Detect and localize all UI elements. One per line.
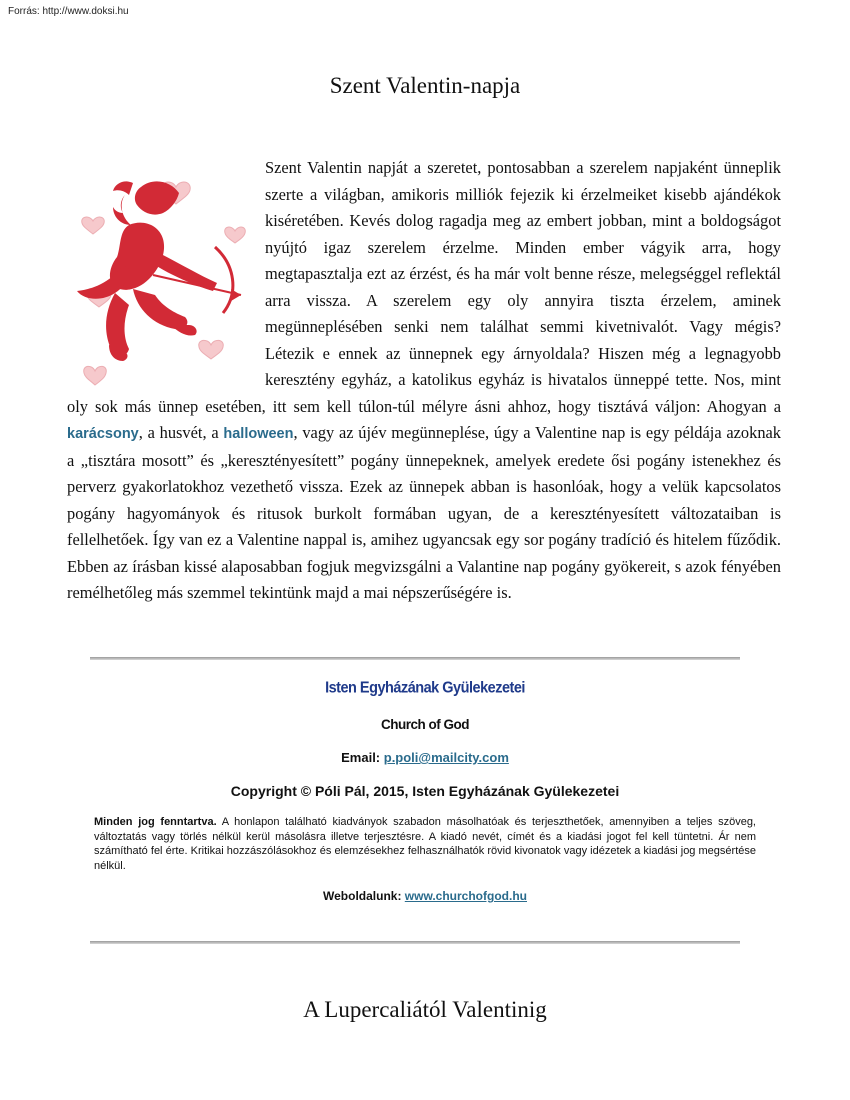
heart-icon xyxy=(84,366,107,385)
page-title: Szent Valentin-napja xyxy=(329,73,521,98)
website-link[interactable]: www.churchofgod.hu xyxy=(404,889,527,903)
link-halloween[interactable]: halloween xyxy=(223,426,294,442)
heart-icon xyxy=(199,340,223,359)
section-heading: A Lupercaliától Valentinig xyxy=(303,997,547,1022)
church-name: Church of God xyxy=(381,717,469,732)
intro-section xyxy=(67,155,781,607)
divider-top xyxy=(90,657,740,660)
heart-icon xyxy=(82,217,105,234)
cupid-with-bow-and-hearts-icon xyxy=(63,155,259,393)
email-line: Email: p.poli@mailcity.com xyxy=(341,750,509,765)
org-name: Isten Egyházának Gyülekezetei xyxy=(325,679,525,697)
divider-bottom xyxy=(90,941,740,944)
heart-icon xyxy=(225,227,246,243)
source-note: Forrás: http://www.doksi.hu xyxy=(8,6,129,17)
website-line: Weboldalunk: www.churchofgod.hu xyxy=(323,889,527,903)
publisher-footer xyxy=(90,680,760,903)
link-karacsony[interactable]: karácsony xyxy=(67,426,139,442)
intro-paragraph: Szent Valentin napját a szeretet, pontosabban a szerelem napjaként ünneplik szerte a világban, amikoris milliók fejezik ki érzelmeiket kisebb ajándékok kiséretében. Kevés dolog ragadja meg az embert jobban, mint a boldogságot nyújtó igaz szerelem érzelme. Minden ember vágyik arra, hogy megtapasztalja ezt az érzést, és ha már volt benne része, melegséggel reflektál arra vissza. A szerelem egy oly annyira tiszta érzelem, aminek megünneplésében senki nem találhat semmi kivetnivalót. Vagy mégis? Létezik e ennek az ünnepnek egy árnyoldala? Hiszen még a legnagyobb keresztény egyház, a katolikus egyház is hivatalos ünneppé tette. Nos, mint oly sok más ünnep esetében, itt sem kell túlon-túl mélyre ásni ahhoz, hogy tisztává váljon: Ahogyan a karácsony, a husvét, a halloween, vagy az újév megünneplése, úgy a Valentine nap is egy példája azoknak a „tisztára mosott” és „keresztényesített” pogány ünnepeknek, amelyek eredete ősi pogány istenekhez és perverz gyakorlatokhoz vezethető vissza. Ezek az ünnepek abban is hasonlóak, hogy a velük kapcsolatos pogány hagyományok és ritusok burkolt formában ugyan, de a keresztényesített változataiban is fellelhetőek. Így van ez a Valentine nappal is, amihez ugyancsak egy sor pogány tradíció és hitelem fűződik. Ebben az írásban kissé alaposabban fogjuk megvizsgálni a Valantine nap pogány gyökereit, s azok fényében remélhetőleg más szemmel tekintünk majd a mai népszerűségére is. xyxy=(67,158,781,602)
rights-notice: Minden jog fenntartva. A honlapon található kiadványok szabadon másolhatóak és terjeszthetőek, amennyiben a teljes szöveg, változtatás vagy törlés nélkül kerül másolásra illetve terjesztésre. A kiadó nevét, címét és a kiadási jogot fel kell tüntetni. Ár nem számítható fel érte. Kritikai hozzászólásokhoz és elemzésekhez felhasználhatók rövid kivonatok vagy idézetek a kiadási jog megsértése nélkül. xyxy=(94,816,756,872)
copyright-line: Copyright © Póli Pál, 2015, Isten Egyházának Gyülekezetei xyxy=(230,783,620,799)
email-link[interactable]: p.poli@mailcity.com xyxy=(383,750,509,765)
